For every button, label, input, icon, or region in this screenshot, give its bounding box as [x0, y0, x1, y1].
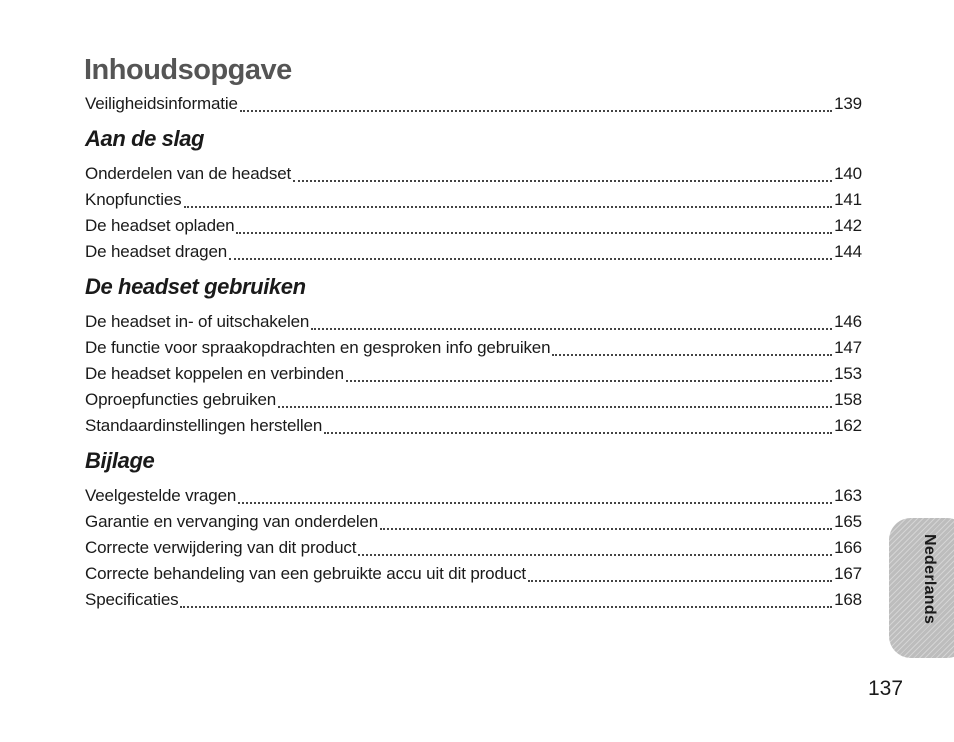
toc-entry-label: De headset dragen: [85, 242, 228, 261]
toc-entry[interactable]: [85, 335, 862, 361]
toc-entry-page: 158: [834, 390, 862, 409]
toc-entry-page: 141: [834, 190, 862, 209]
toc-entry-label: De headset opladen: [85, 216, 235, 235]
dot-leader: [240, 110, 832, 112]
toc-entry-page: 146: [834, 312, 862, 331]
toc-entry-label: Correcte verwijdering van dit product: [85, 538, 357, 557]
toc-entry[interactable]: [85, 309, 862, 335]
dot-leader: [380, 528, 832, 530]
toc-entry-page: 139: [834, 94, 862, 113]
toc-entry-label: Oproepfuncties gebruiken: [85, 390, 277, 409]
section-heading: De headset gebruiken: [85, 274, 306, 299]
dot-leader: [552, 354, 832, 356]
toc-entry-page: 163: [834, 486, 862, 505]
toc-entry[interactable]: [85, 239, 862, 265]
dot-leader: [180, 606, 832, 608]
toc-entry-page: 165: [834, 512, 862, 531]
toc-entry-label: De headset in- of uitschakelen: [85, 312, 310, 331]
section-heading: Bijlage: [85, 448, 155, 473]
dot-leader: [238, 502, 832, 504]
toc-entry-label: Knopfuncties: [85, 190, 182, 209]
toc-entry-label: Veiligheidsinformatie: [85, 94, 238, 113]
toc-entry[interactable]: [85, 187, 862, 213]
page-number: 137: [868, 677, 904, 700]
toc-entry-page: 166: [834, 538, 862, 557]
page-title: Inhoudsopgave: [84, 54, 292, 86]
dot-leader: [528, 580, 832, 582]
dot-leader: [311, 328, 832, 330]
toc-entry-page: 147: [834, 338, 862, 357]
toc-entry-page: 168: [834, 590, 862, 609]
toc-entry[interactable]: [85, 387, 862, 413]
section-heading: Aan de slag: [85, 126, 205, 151]
toc-entry[interactable]: [85, 361, 862, 387]
toc-entry-label: De functie voor spraakopdrachten en gesproken info gebruiken: [85, 338, 551, 357]
toc-entry[interactable]: [85, 509, 862, 535]
toc-entry-label: Garantie en vervanging van onderdelen: [85, 512, 379, 531]
toc-entry-page: 142: [834, 216, 862, 235]
dot-leader: [184, 206, 833, 208]
toc-entry-label: Specificaties: [85, 590, 179, 609]
toc-entry[interactable]: [85, 161, 862, 187]
dot-leader: [229, 258, 832, 260]
toc-entry-page: 162: [834, 416, 862, 435]
toc-entry[interactable]: [85, 535, 862, 561]
language-tab-label: Nederlands: [921, 534, 938, 625]
toc-entry[interactable]: [85, 91, 862, 117]
dot-leader: [293, 180, 832, 182]
toc-entry-label: Correcte behandeling van een gebruikte accu uit dit product: [85, 564, 526, 583]
toc-entry-label: Veelgestelde vragen: [85, 486, 237, 505]
dot-leader: [236, 232, 832, 234]
toc-entry-label: De headset koppelen en verbinden: [85, 364, 344, 383]
table-of-contents: [85, 91, 862, 613]
toc-entry-label: Onderdelen van de headset: [85, 164, 292, 183]
toc-entry-page: 144: [834, 242, 862, 261]
dot-leader: [358, 554, 832, 556]
toc-entry-page: 167: [834, 564, 862, 583]
toc-entry[interactable]: [85, 561, 862, 587]
toc-entry[interactable]: [85, 587, 862, 613]
dot-leader: [346, 380, 832, 382]
dot-leader: [324, 432, 832, 434]
toc-entry-page: 140: [834, 164, 862, 183]
toc-entry-label: Standaardinstellingen herstellen: [85, 416, 323, 435]
toc-entry-page: 153: [834, 364, 862, 383]
dot-leader: [278, 406, 832, 408]
toc-entry[interactable]: [85, 213, 862, 239]
toc-entry[interactable]: [85, 413, 862, 439]
toc-entry[interactable]: [85, 483, 862, 509]
